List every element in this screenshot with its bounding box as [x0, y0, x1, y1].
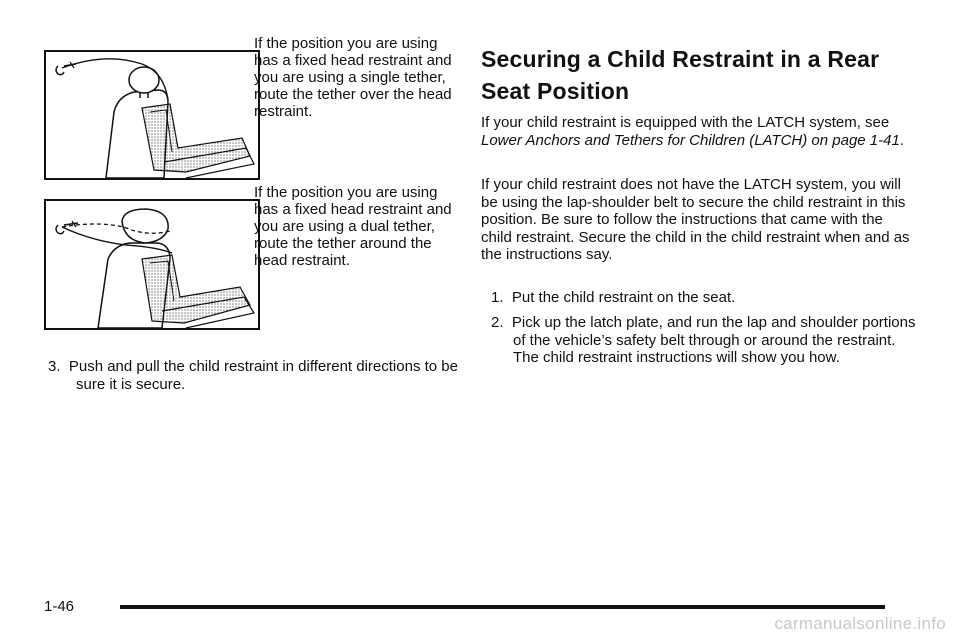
- dual-tether-caption: If the position you are using has a fixed head restraint and you are using a dual tether, route the tether around the head restraint.: [254, 184, 452, 269]
- single-tether-illustration: [44, 50, 260, 180]
- lap-shoulder-belt-paragraph: If your child restraint does not have the LATCH system, you will be using the lap-shoulder belt to secure the child restraint in this position. Be sure to follow the instructions that came with the child restraint. Secure the child in the child restraint when and as the instructions say.: [481, 176, 910, 263]
- seat-dual-tether-drawing: [46, 201, 258, 328]
- latch-reference-paragraph: [481, 114, 911, 149]
- step-text: Push and pull the child restraint in different directions to be sure it is secure.: [68, 358, 458, 393]
- step-text: Pick up the latch plate, and run the lap and shoulder portions of the vehicle’s safety belt through or around the restraint. The child restraint instructions will show you how.: [511, 314, 916, 366]
- section-heading: Securing a Child Restraint in a Rear Seat Position: [481, 46, 880, 104]
- list-item-step-1: [491, 289, 923, 307]
- step-number: 3.: [48, 358, 61, 375]
- seat-single-tether-drawing: [46, 52, 258, 178]
- step-text: Put the child restraint on the seat.: [511, 289, 736, 306]
- list-item-step-2: [491, 314, 923, 367]
- cross-reference-link[interactable]: Lower Anchors and Tethers for Children (LATCH) on page 1-41: [481, 131, 900, 149]
- para-text-end: .: [899, 131, 904, 149]
- step-number: 2.: [491, 314, 504, 331]
- step-number: 1.: [491, 289, 504, 306]
- single-tether-caption: If the position you are using has a fixed head restraint and you are using a single tether, route the tether over the head restraint.: [254, 35, 452, 120]
- footer-rule: [120, 605, 885, 609]
- dual-tether-illustration: [44, 199, 260, 330]
- page-number: 1-46: [44, 598, 75, 615]
- para-text: If your child restraint is equipped with the LATCH system, see: [481, 114, 890, 131]
- list-item-step-3: [48, 358, 466, 393]
- watermark: carmanualsonline.info: [774, 614, 946, 633]
